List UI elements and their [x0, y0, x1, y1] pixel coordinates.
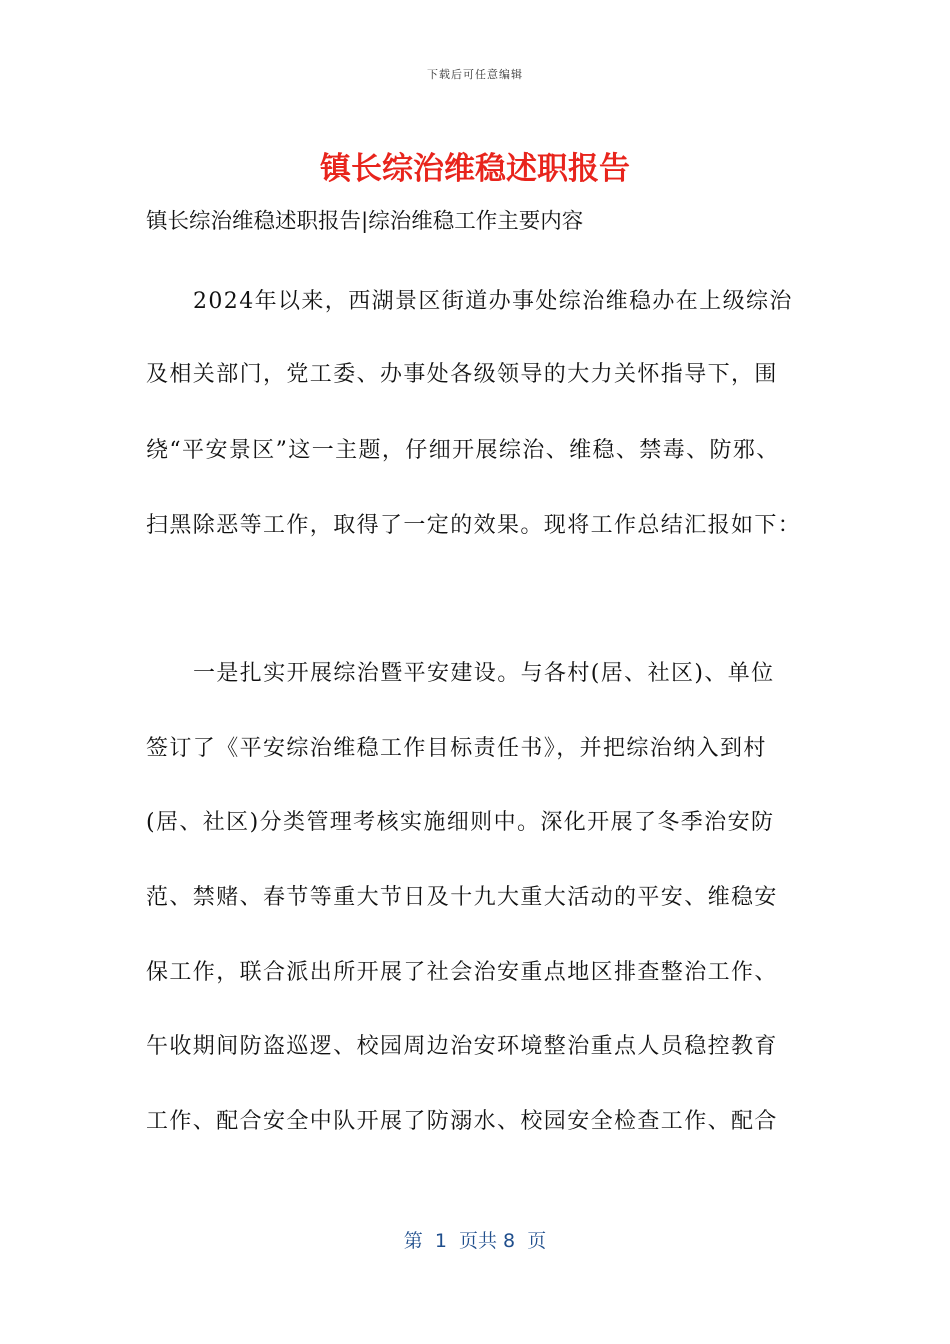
paragraph-line: 范、禁赌、春节等重大节日及十九大重大活动的平安、维稳安: [146, 885, 778, 910]
paragraph-line: 午收期间防盗巡逻、校园周边治安环境整治重点人员稳控教育: [146, 1034, 778, 1059]
paragraph-line: 签订了《平安综治维稳工作目标责任书》，并把综治纳入到村: [146, 736, 767, 761]
document-subtitle: 镇长综治维稳述职报告|综治维稳工作主要内容: [146, 209, 584, 234]
paragraph-line: 绕“平安景区”这一主题，仔细开展综治、维稳、禁毒、防邪、: [146, 438, 780, 463]
paragraph-line: 及相关部门，党工委、办事处各级领导的大力关怀指导下，围: [146, 362, 778, 387]
paragraph-line: 保工作，联合派出所开展了社会治安重点地区排查整治工作、: [146, 960, 778, 985]
paragraph-line: (居、社区)分类管理考核实施细则中。深化开展了冬季治安防: [146, 810, 775, 835]
document-title: 镇长综治维稳述职报告: [320, 151, 630, 187]
paragraph-line: 一是扎实开展综治暨平安建设。与各村(居、社区)、单位: [193, 661, 775, 686]
page-number: 第 1 页共 8 页: [403, 1230, 547, 1252]
paragraph-line: 工作、配合安全中队开展了防溺水、校园安全检查工作、配合: [146, 1109, 778, 1134]
header-note: 下载后可任意编辑: [427, 68, 523, 81]
paragraph-line: 2024年以来，西湖景区街道办事处综治维稳办在上级综治: [193, 289, 793, 314]
paragraph-line: 扫黑除恶等工作，取得了一定的效果。现将工作总结汇报如下：: [146, 513, 802, 538]
